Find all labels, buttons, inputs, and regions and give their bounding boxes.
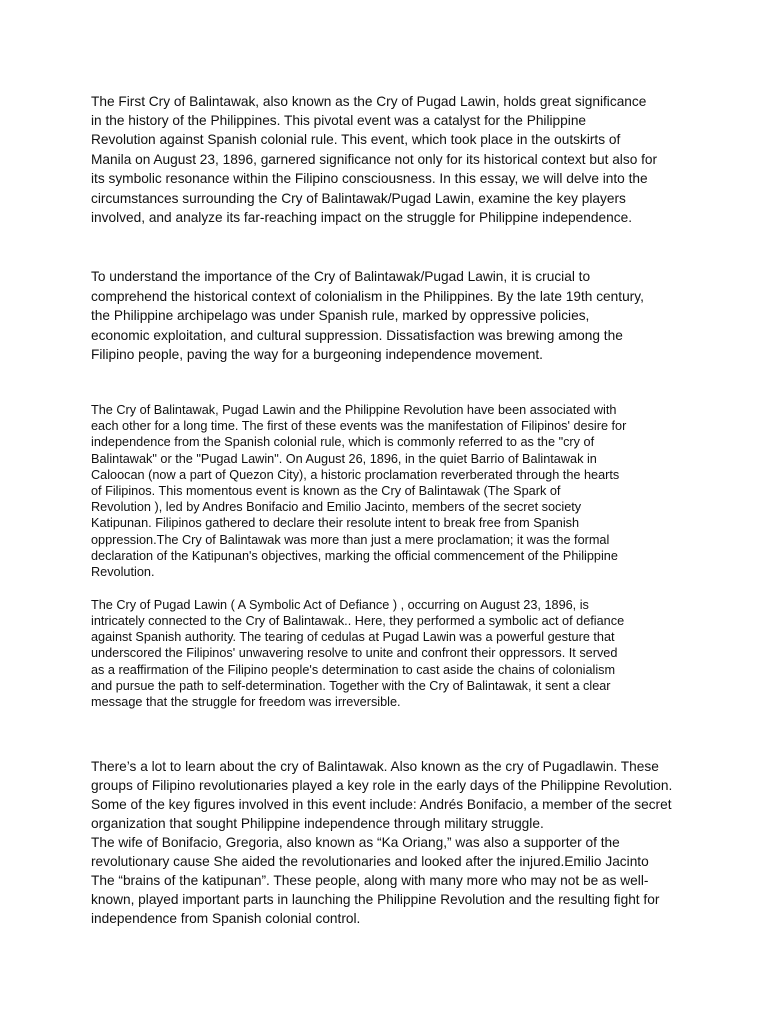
paragraph-3-line: Revolution ), led by Andres Bonifacio and Emilio Jacinto, members of the secret society [91,500,582,514]
paragraph-5-line: known, played important parts in launching the Philippine Revolution and the resulting fight for [91,892,660,907]
paragraph-3-line: oppression.The Cry of Balintawak was more than just a mere proclamation; it was the formal [91,533,610,547]
paragraph-5-line: groups of Filipino revolutionaries played a key role in the early days of the Philippine Revolution. [91,778,673,793]
paragraph-1-line: circumstances surrounding the Cry of Balintawak/Pugad Lawin, examine the key players [91,191,626,206]
paragraph-5-line: revolutionary cause She aided the revolutionaries and looked after the injured.Emilio Jacinto [91,854,649,869]
paragraph-4-line: intricately connected to the Cry of Balintawak.. Here, they performed a symbolic act of defiance [91,614,625,628]
paragraph-4-line: and pursue the path to self-determination. Together with the Cry of Balintawak, it sent a clear [91,679,611,693]
paragraph-3-line: Revolution. [91,565,155,579]
paragraph-1-line: Manila on August 23, 1896, garnered significance not only for its historical context but also for [91,152,658,167]
paragraph-4-line: underscored the Filipinos' unwavering resolve to unite and confront their oppressors. It served [91,646,618,660]
paragraph-1-line: Revolution against Spanish colonial rule. This event, which took place in the outskirts of [91,132,621,147]
paragraph-1-line: in the history of the Philippines. This pivotal event was a catalyst for the Philippine [91,113,587,128]
paragraph-5-line: There’s a lot to learn about the cry of Balintawak. Also known as the cry of Pugadlawin. These [91,759,659,774]
paragraph-4-line: message that the struggle for freedom was irreversible. [91,695,401,709]
paragraph-3-line: declaration of the Katipunan's objectives, marking the official commencement of the Philippine [91,549,618,563]
paragraph-2-line: Filipino people, paving the way for a burgeoning independence movement. [91,347,543,362]
paragraph-3-line: independence from the Spanish colonial rule, which is commonly referred to as the "cry of [91,435,595,449]
paragraph-3-line: Katipunan. Filipinos gathered to declare their resolute intent to break free from Spanish [91,516,580,530]
paragraph-5-line: Some of the key figures involved in this event include: Andrés Bonifacio, a member of the secret [91,797,672,812]
paragraph-4-line: against Spanish authority. The tearing of cedulas at Pugad Lawin was a powerful gesture that [91,630,615,644]
paragraph-4-line: as a reaffirmation of the Filipino people's determination to cast aside the chains of colonialism [91,663,616,677]
paragraph-5-line: The “brains of the katipunan”. These people, along with many more who may not be as well- [91,873,649,888]
paragraph-2-line: comprehend the historical context of colonialism in the Philippines. By the late 19th century, [91,289,644,304]
paragraph-5-line: independence from Spanish colonial control. [91,911,361,926]
paragraph-3-line: Balintawak" or the "Pugad Lawin". On August 26, 1896, in the quiet Barrio of Balintawak in [91,452,597,466]
paragraph-2-line: economic exploitation, and cultural suppression. Dissatisfaction was brewing among the [91,328,623,343]
paragraph-3-line: of Filipinos. This momentous event is known as the Cry of Balintawak (The Spark of [91,484,561,498]
paragraph-3-line: each other for a long time. The first of these events was the manifestation of Filipinos' desire for [91,419,627,433]
paragraph-2-line: the Philippine archipelago was under Spanish rule, marked by oppressive policies, [91,308,590,323]
paragraph-2-line: To understand the importance of the Cry of Balintawak/Pugad Lawin, it is crucial to [91,269,591,284]
paragraph-1-line: its symbolic resonance within the Filipino consciousness. In this essay, we will delve into the [91,171,648,186]
paragraph-1-line: The First Cry of Balintawak, also known as the Cry of Pugad Lawin, holds great significance [91,94,647,109]
paragraph-5-line: The wife of Bonifacio, Gregoria, also known as “Ka Oriang,” was also a supporter of the [91,835,620,850]
paragraph-1-line: involved, and analyze its far-reaching impact on the struggle for Philippine independence. [91,210,632,225]
paragraph-3-line: Caloocan (now a part of Quezon City), a historic proclamation reverberated through the hearts [91,468,620,482]
paragraph-4-line: The Cry of Pugad Lawin ( A Symbolic Act of Defiance ) , occurring on August 23, 1896, is [91,598,589,612]
paragraph-3-line: The Cry of Balintawak, Pugad Lawin and the Philippine Revolution have been associated with [91,403,617,417]
paragraph-5-line: organization that sought Philippine independence through military struggle. [91,816,544,831]
